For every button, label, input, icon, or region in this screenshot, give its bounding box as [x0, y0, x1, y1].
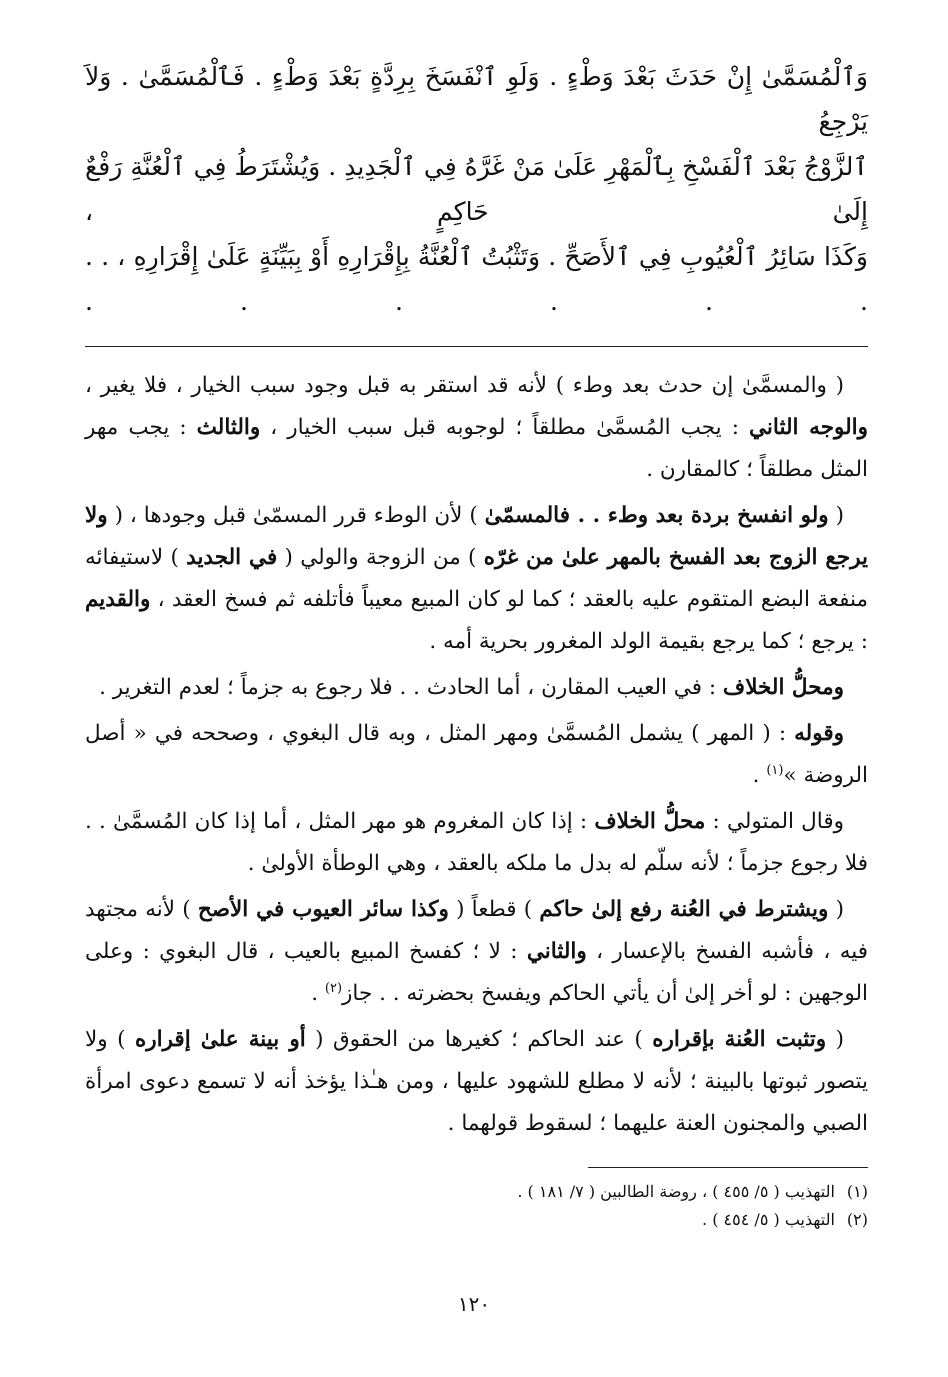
footnotes	[85, 1178, 868, 1234]
footnote-number: (٢)	[846, 1210, 868, 1229]
bold-phrase: محلُّ الخلاف	[594, 809, 706, 834]
text-run: ) لأنه مجتهد فيه ، فأشبه الفسخ بالإعسار ،	[85, 897, 868, 964]
commentary-paragraph	[85, 1019, 868, 1145]
matn-line: وَكَذَا سَائِرُ ٱلْعُيُوبِ فِي ٱلأَصَحِّ . وَتَثْبُتُ ٱلْعُنَّةُ بِإِقْرَارِهِ أَوْ بِبَيِّنَةٍ عَلَىٰ إِقْرَارِهِ ، . . . . . . . .	[85, 242, 868, 316]
footnote	[85, 1206, 868, 1234]
footnote-reference: (١)	[766, 762, 784, 778]
text-run: ) لاستيفائه منفعة البضع المتقوم عليه بالعقد ؛ كما لو كان المبيع معيباً فأتلفه ثم فسخ العقد ،	[85, 545, 868, 612]
commentary-text	[85, 365, 868, 1145]
bold-phrase: والثالث	[196, 415, 261, 440]
bold-phrase: والثاني	[526, 939, 587, 964]
footnote-separator-rule	[588, 1167, 868, 1168]
commentary-paragraph	[85, 713, 868, 797]
footnote-number: (١)	[846, 1182, 868, 1201]
bold-phrase: أو بينة علىٰ إقراره	[134, 1027, 306, 1052]
text-run: : يجب مهر المثل مطلقاً ؛ كالمقارن .	[85, 415, 868, 482]
footnote	[85, 1178, 868, 1206]
bold-phrase: ولو انفسخ بردة بعد وطء . . فالمسمّىٰ	[484, 503, 829, 528]
text-run: ) قطعاً (	[448, 897, 540, 922]
text-run: ) من الزوجة والولي (	[277, 545, 484, 570]
matn-line: وَٱلْمُسَمَّىٰ إِنْ حَدَثَ بَعْدَ وَطْءٍ . وَلَوِ ٱنْفَسَخَ بِرِدَّةٍ بَعْدَ وَطْءٍ . فَٱلْمُسَمَّىٰ . وَلاَ يَرْجِعُ	[85, 62, 868, 136]
commentary-paragraph	[85, 365, 868, 491]
text-run: : إذا كان المغروم هو مهر المثل ، أما إذا كان المُسمَّىٰ . . فلا رجوع جزماً ؛ لأنه سلّم له بدل ما ملكه بالعقد ، وهي الوطأة الأولىٰ .	[85, 809, 868, 876]
text-run: (	[828, 897, 845, 922]
footnote-text: التهذيب ( ٥/ ٤٥٤ ) .	[702, 1210, 835, 1229]
bold-phrase: وقوله	[794, 721, 844, 746]
bold-phrase: في الجديد	[186, 545, 278, 570]
text-run: : يرجع ؛ كما يرجع بقيمة الولد المغرور بحرية أمه .	[429, 629, 868, 654]
bold-phrase: ويشترط في العُنة رفع إلىٰ حاكم	[539, 897, 829, 922]
text-run: : ( المهر ) يشمل المُسمَّىٰ ومهر المثل ، وبه قال البغوي ، وصححه في « أصل الروضة »	[85, 721, 868, 788]
matn-text	[85, 54, 868, 324]
text-run: ) لأن الوطء قرر المسمّىٰ قبل وجودها ، (	[107, 503, 485, 528]
text-run: .	[752, 763, 767, 788]
text-run: ( والمسمَّىٰ إن حدث بعد وطء ) لأنه قد استقر به قبل وجود سبب الخيار ، فلا يغير ،	[85, 373, 844, 398]
matn-separator-rule	[85, 346, 868, 347]
commentary-paragraph	[85, 801, 868, 885]
bold-phrase: وكذا سائر العيوب في الأصح	[197, 897, 449, 922]
text-run: : في العيب المقارن ، أما الحادث . . فلا رجوع به جزماً ؛ لعدم التغرير .	[99, 675, 723, 700]
text-run: ) عند الحاكم ؛ كغيرها من الحقوق (	[305, 1027, 653, 1052]
text-run: (	[826, 1027, 844, 1052]
bold-phrase: والقديم	[85, 587, 151, 612]
commentary-paragraph	[85, 889, 868, 1015]
bold-phrase: ومحلُّ الخلاف	[722, 675, 844, 700]
bold-phrase: وتثبت العُنة بإقراره	[652, 1027, 827, 1052]
commentary-paragraph	[85, 667, 868, 709]
commentary-paragraph	[85, 495, 868, 663]
text-run: ) ولا يتصور ثبوتها بالبينة ؛ لأنه لا مطلع للشهود عليها ، ومن هـٰذا يؤخذ أنه لا تسمع دعوى امرأة الصبي والمجنون العنة عليهما ؛ لسقوط قولهما .	[85, 1027, 868, 1136]
bold-phrase: ولا يرجع الزوج بعد الفسخ بالمهر علىٰ من غرّه	[85, 503, 868, 570]
text-run: .	[311, 981, 325, 1006]
text-run: : لا ؛ كفسخ المبيع بالعيب ، قال البغوي : وعلى الوجهين : لو أخر إلىٰ أن يأتي الحاكم ويفسخ بحضرته . . جاز	[85, 939, 868, 1006]
footnote-reference: (٢)	[324, 980, 343, 996]
footnote-text: التهذيب ( ٥/ ٤٥٥ ) ، روضة الطالبين ( ٧/ ١٨١ ) .	[517, 1182, 835, 1201]
text-run: : يجب المُسمَّىٰ مطلقاً ؛ لوجوبه قبل سبب الخيار ،	[260, 415, 749, 440]
matn-line: ٱلزَّوْجُ بَعْدَ ٱلْفَسْخِ بِٱلْمَهْرِ عَلَىٰ مَنْ غَرَّهُ فِي ٱلْجَدِيدِ . وَيُشْتَرَطُ فِي ٱلْعُنَّةِ رَفْعٌ إِلَىٰ حَاكِمٍ ،	[85, 152, 868, 226]
bold-phrase: والوجه الثاني	[749, 415, 868, 440]
text-run: (	[828, 503, 844, 528]
text-run: وقال المتولي :	[705, 809, 844, 834]
page-number: ١٢٠	[457, 1292, 491, 1316]
